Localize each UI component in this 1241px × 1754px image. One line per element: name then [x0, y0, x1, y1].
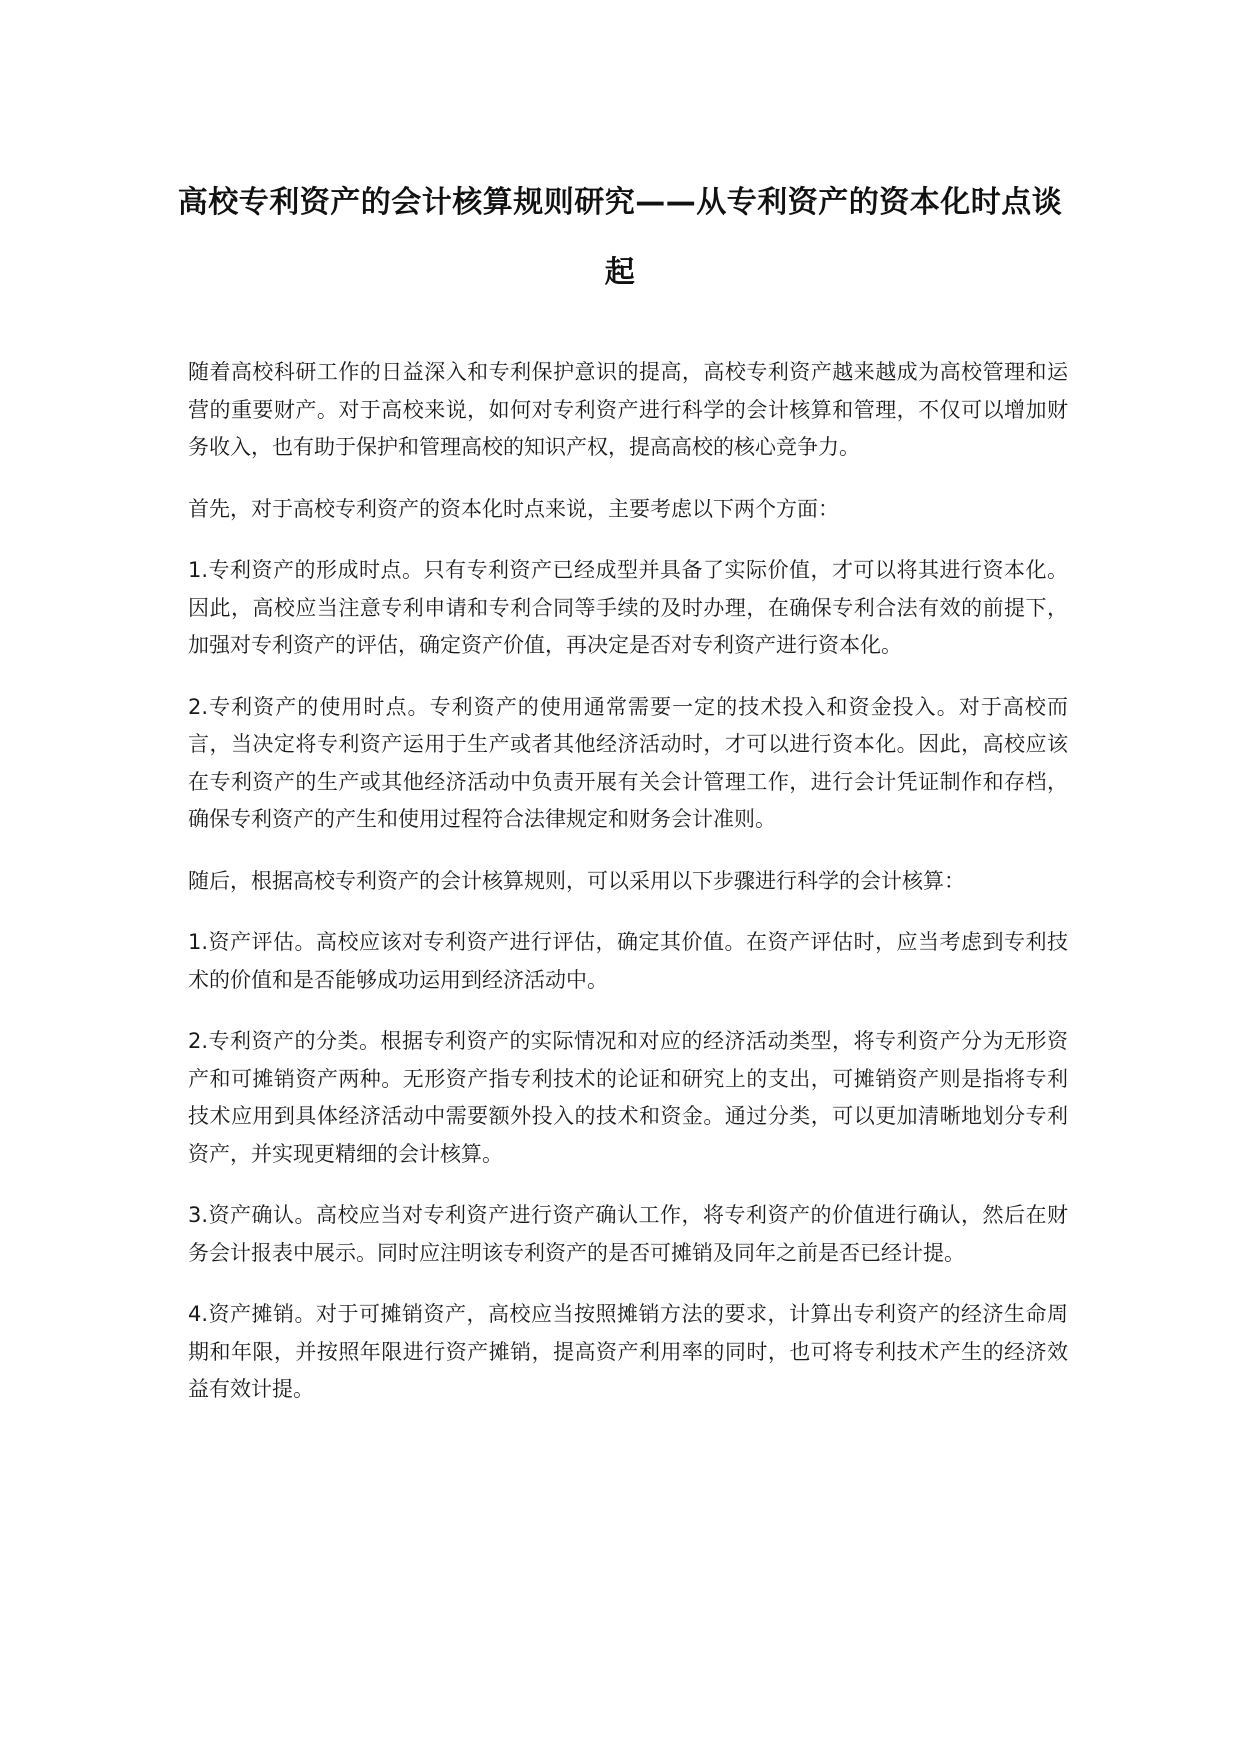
- paragraph-formation-point: 1.专利资产的形成时点。只有专利资产已经成型并具备了实际价值，才可以将其进行资本化。因此，高校应当注意专利申请和专利合同等手续的及时办理，在确保专利合法有效的前提下，加强对专利资产的评估，确定资产价值，再决定是否对专利资产进行资本化。: [188, 558, 1068, 657]
- paragraph-asset-classification: 2.专利资产的分类。根据专利资产的实际情况和对应的经济活动类型，将专利资产分为无形资产和可摊销资产两种。无形资产指专利技术的论证和研究上的支出，可摊销资产则是指将专利技术应用到具体经济活动中需要额外投入的技术和资金。通过分类，可以更加清晰地划分专利资产，并实现更精细的会计核算。: [188, 1029, 1068, 1166]
- paragraph-usage-point: 2.专利资产的使用时点。专利资产的使用通常需要一定的技术投入和资金投入。对于高校而言，当决定将专利资产运用于生产或者其他经济活动时，才可以进行资本化。因此，高校应该在专利资产的生产或其他经济活动中负责开展有关会计管理工作，进行会计凭证制作和存档，确保专利资产的产生和使用过程符合法律规定和财务会计准则。: [188, 694, 1068, 831]
- paragraph-capitalization-intro: 首先，对于高校专利资产的资本化时点来说，主要考虑以下两个方面：: [188, 496, 839, 521]
- paragraph-asset-amortization: 4.资产摊销。对于可摊销资产，高校应当按照摊销方法的要求，计算出专利资产的经济生命周期和年限，并按照年限进行资产摊销，提高资产利用率的同时，也可将专利技术产生的经济效益有效计提。: [188, 1302, 1068, 1401]
- paragraph-asset-confirmation: 3.资产确认。高校应当对专利资产进行资产确认工作，将专利资产的价值进行确认，然后在财务会计报表中展示。同时应注明该专利资产的是否可摊销及同年之前是否已经计提。: [188, 1203, 1068, 1265]
- document-title: 高校专利资产的会计核算规则研究——从专利资产的资本化时点谈起: [177, 185, 1063, 290]
- paragraph-asset-evaluation: 1.资产评估。高校应该对专利资产进行评估，确定其价值。在资产评估时，应当考虑到专利技术的价值和是否能够成功运用到经济活动中。: [188, 930, 1068, 992]
- paragraph-accounting-steps-intro: 随后，根据高校专利资产的会计核算规则，可以采用以下步骤进行科学的会计核算：: [188, 868, 965, 893]
- document-body: [188, 354, 1068, 1433]
- paragraph-intro: 随着高校科研工作的日益深入和专利保护意识的提高，高校专利资产越来越成为高校管理和运营的重要财产。对于高校来说，如何对专利资产进行科学的会计核算和管理，不仅可以增加财务收入，也有助于保护和管理高校的知识产权，提高高校的核心竞争力。: [188, 360, 1068, 459]
